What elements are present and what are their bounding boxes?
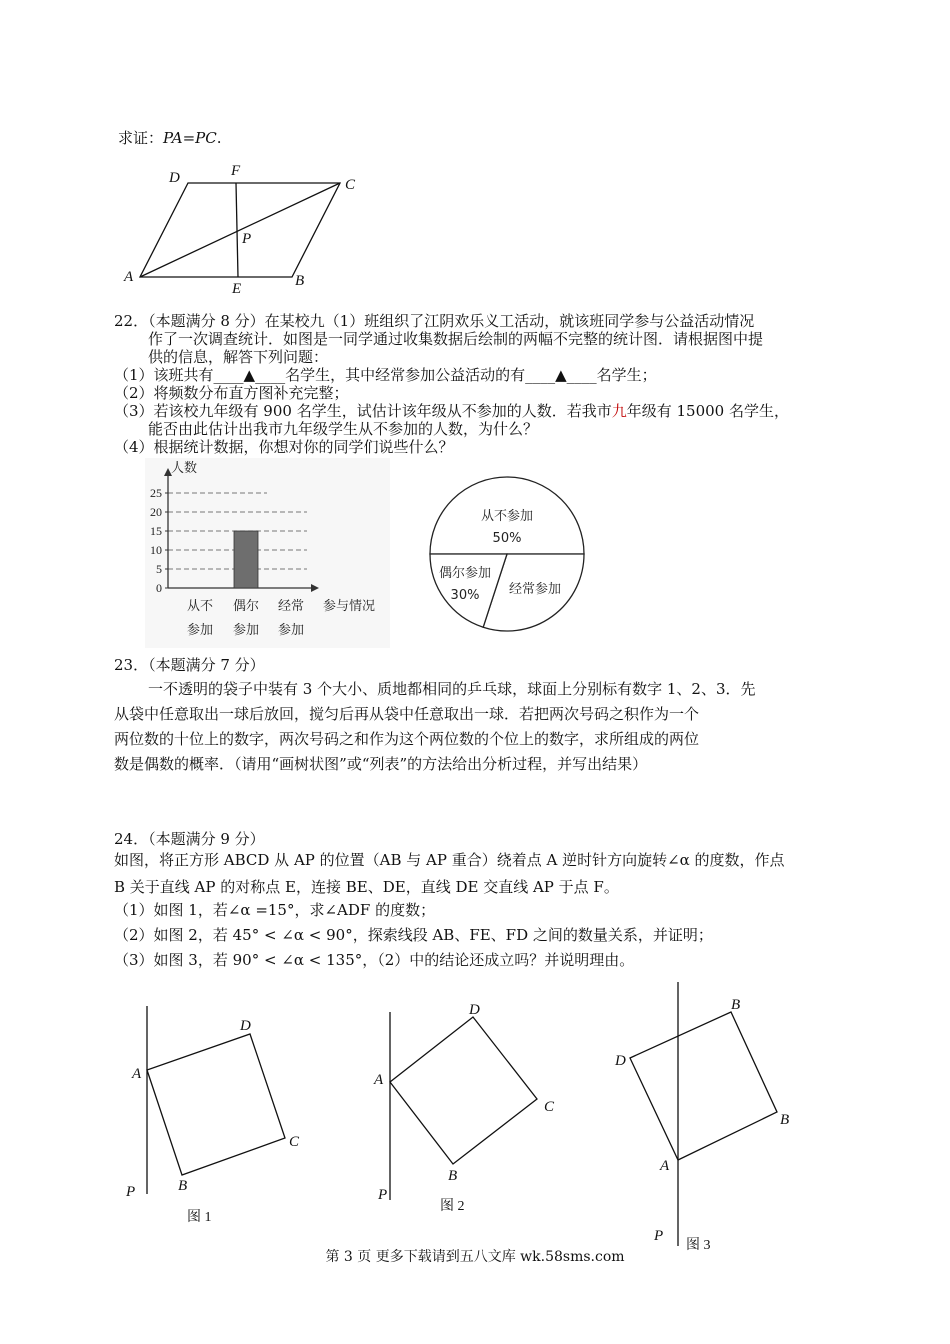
q24-line2: B 关于直线 AP 的对称点 E，连接 BE、DE，直线 DE 交直线 AP 于点 F。 (114, 878, 619, 896)
q22-header-line3: 供的信息，解答下列问题： (148, 348, 329, 366)
fig3-b-label-right: B (780, 1112, 790, 1128)
fig1-a-label: A (132, 1066, 142, 1082)
prove-label: 求证： (118, 129, 164, 147)
fig1-p-label: P (126, 1184, 136, 1200)
q23-line1: 一不透明的袋子中装有 3 个大小、质地都相同的乒乓球，球面上分别标有数字 1、2、3．先 (148, 680, 756, 698)
pie-slice-percent: 30% (450, 588, 480, 603)
bar-x-axis-label: 参与情况 (323, 599, 376, 614)
q22-sub3-highlight: 九 (611, 402, 627, 420)
fig3-p-label: P (654, 1228, 664, 1244)
q23-line3: 两位数的十位上的数字，两次号码之和作为这个两位数的个位上的数字，求所组成的两位 (114, 730, 700, 748)
fig1-caption: 图 1 (187, 1210, 212, 1225)
fig2-b-label: B (448, 1168, 458, 1184)
point-p-label: P (242, 231, 252, 247)
q24-header: 24．（本题满分 9 分） (114, 830, 265, 848)
fig2-caption: 图 2 (440, 1199, 465, 1214)
point-c-label: C (345, 177, 356, 193)
prove-expr: PA=PC (163, 129, 217, 147)
point-b-label: B (295, 273, 305, 289)
fig3-caption: 图 3 (686, 1238, 711, 1253)
bar-category-label-line1: 经常 (277, 599, 305, 614)
q24-line1: 如图，将正方形 ABCD 从 AP 的位置（AB 与 AP 重合）绕着点 A 逆时针方向旋转∠α 的度数，作点 (114, 851, 785, 869)
fig3-b-label-top: B (731, 997, 741, 1013)
bar-y-tick-label: 10 (150, 543, 162, 557)
pie-slice-label: 经常参加 (508, 582, 562, 597)
fig3-d-label: D (615, 1053, 626, 1069)
q22-sub2: （2）将频数分布直方图补充完整； (114, 384, 349, 402)
point-f-label: F (231, 163, 241, 179)
q22-header: 22．（本题满分 8 分）在某校九（1）班组织了江阴欢乐义工活动，就该班同学参与公益活动情况 (114, 312, 755, 330)
q24-sub3: （3）如图 3，若 90° < ∠α < 135°，（2）中的结论还成立吗？并说明理由。 (114, 951, 635, 969)
q22-sub3-part-a: （3）若该校九年级有 900 名学生，试估计该年级从不参加的人数．若我市 (114, 402, 612, 420)
fig2-a-label: A (374, 1072, 384, 1088)
q22-sub1: （1）该班共有____▲____名学生，其中经常参加公益活动的有____▲____名学生； (114, 366, 657, 384)
q24-sub1: （1）如图 1，若∠α =15°，求∠ADF 的度数； (114, 901, 436, 919)
bar-y-tick-label: 15 (150, 524, 162, 538)
fig3-square (630, 1012, 777, 1160)
bar-category-label-line2: 参加 (186, 623, 214, 638)
pie-slice-percent: 50% (492, 531, 522, 546)
bar-category-label-line2: 参加 (232, 623, 260, 638)
point-a-label: A (124, 269, 134, 285)
pie-slice-label: 偶尔参加 (438, 566, 492, 581)
bar-y-tick-label: 20 (150, 505, 162, 519)
bar-y-tick-label: 5 (156, 562, 162, 576)
fig2-d-label: D (469, 1002, 480, 1018)
fig2-p-label: P (378, 1187, 388, 1203)
bar-y-tick-label: 25 (150, 486, 162, 500)
bar-y-axis-label: 人数 (171, 461, 198, 476)
point-d-label: D (169, 170, 180, 186)
q24-sub2: （2）如图 2，若 45° < ∠α < 90°，探索线段 AB、FE、FD 之间的数量关系，并证明； (114, 926, 713, 944)
point-e-label: E (232, 281, 242, 297)
page-footer: 第 3 页 更多下载请到五八文库 wk.58sms.com (325, 1249, 625, 1265)
bar-category-label-line1: 从不 (186, 599, 214, 614)
fig2-square (390, 1017, 537, 1164)
bar-category-label-line1: 偶尔 (232, 599, 260, 614)
q23-line2: 从袋中任意取出一球后放回，搅匀后再从袋中任意取出一球．若把两次号码之积作为一个 (114, 705, 700, 723)
q22-sub4: （4）根据统计数据，你想对你的同学们说些什么？ (114, 438, 454, 456)
bar-y-tick-label: 0 (156, 581, 162, 595)
q23-line4: 数是偶数的概率．（请用“画树状图”或“列表”的方法给出分析过程，并写出结果） (114, 755, 648, 773)
prove-end: . (216, 129, 222, 147)
bar-category-label-line2: 参加 (277, 623, 305, 638)
fig1-square (147, 1034, 285, 1175)
fig1-b-label: B (178, 1178, 188, 1194)
fig1-d-label: D (240, 1018, 251, 1034)
fig2-c-label: C (544, 1099, 555, 1115)
fig1-c-label: C (289, 1134, 300, 1150)
q22-sub3-part-b: 年级有 15000 名学生， (626, 402, 789, 420)
fig3-a-label: A (660, 1158, 670, 1174)
q23-header: 23．（本题满分 7 分） (114, 656, 265, 674)
q22-header-line2: 作了一次调查统计．如图是一同学通过收集数据后绘制的两幅不完整的统计图．请根据图中提 (148, 330, 764, 348)
q22-sub3-line2: 能否由此估计出我市九年级学生从不参加的人数，为什么？ (148, 420, 539, 438)
pie-slice-label: 从不参加 (480, 509, 534, 524)
